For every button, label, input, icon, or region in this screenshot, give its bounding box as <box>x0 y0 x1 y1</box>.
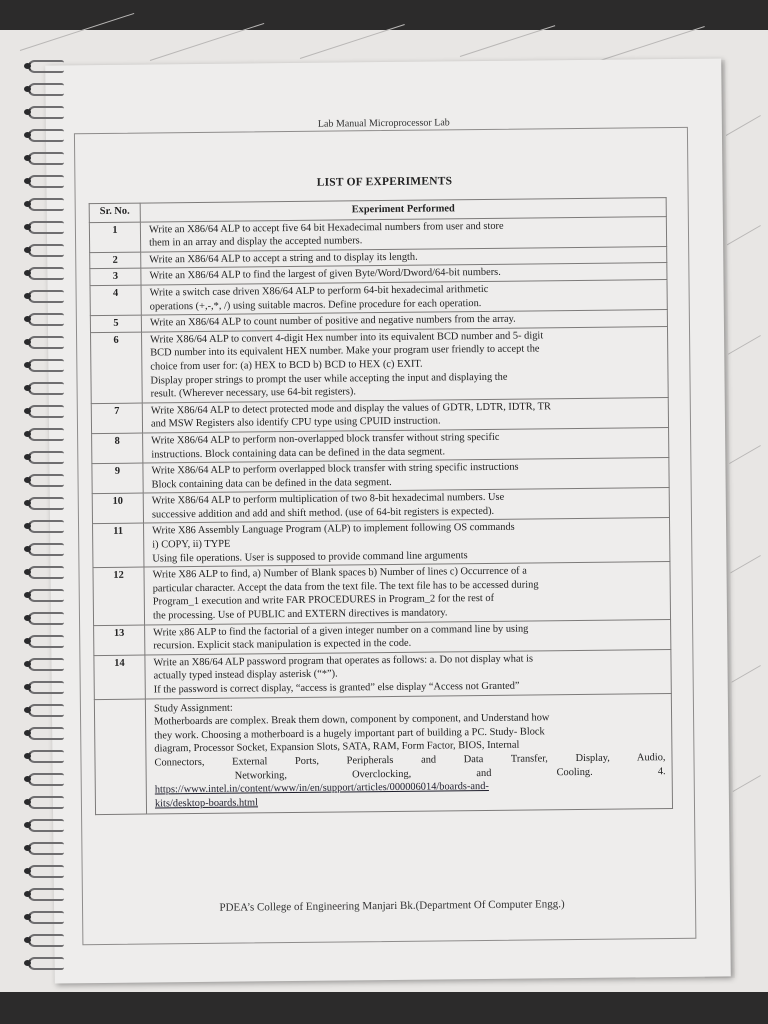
binding-ring <box>28 152 64 165</box>
binding-ring <box>28 336 64 349</box>
binding-ring <box>28 865 64 878</box>
row-number: 5 <box>90 315 141 332</box>
row-number: 1 <box>89 222 140 253</box>
description-line: Write X86 Assembly Language Program (ALP) to implement following OS commands <box>152 522 515 537</box>
binding-ring <box>28 428 64 441</box>
experiment-description <box>144 562 671 625</box>
binding-ring <box>28 60 64 73</box>
binding-ring <box>28 658 64 671</box>
study-line: Connectors, External Ports, Peripherals and Data Transfer, Display, Audio, <box>154 752 666 769</box>
binding-ring <box>28 957 64 970</box>
column-header-sr-no: Sr. No. <box>89 203 140 222</box>
row-number: 6 <box>91 332 143 403</box>
table-row <box>93 562 671 625</box>
description-line: instructions. Block containing data can be defined in the data segment. <box>151 445 446 460</box>
description-line: Write an X86/64 ALP password program that operates as follows: a. Do not display what is <box>153 653 534 669</box>
description-line: Write X86/64 ALP to perform non-overlapped block transfer without string specific <box>151 431 500 447</box>
binding-ring <box>28 405 64 418</box>
row-number: 10 <box>92 493 143 524</box>
spiral-binding <box>28 60 68 990</box>
experiment-description <box>144 518 670 567</box>
binding-ring <box>28 497 64 510</box>
study-assignment <box>145 693 672 814</box>
experiments-body <box>89 216 672 815</box>
description-line: particular character. Accept the data from the text file. The text file has to be accessed during <box>152 579 539 595</box>
binding-ring <box>28 612 64 625</box>
row-number: 8 <box>92 433 143 464</box>
binding-ring <box>28 244 64 257</box>
binding-ring <box>28 83 64 96</box>
row-number: 4 <box>90 285 141 316</box>
study-line: Motherboards are complex. Break them down, component by component, and Understand how <box>154 712 550 728</box>
description-line: Write x86 ALP to find the factorial of a given integer number on a command line by using <box>153 623 529 639</box>
binding-ring <box>28 704 64 717</box>
row-number: 2 <box>90 252 141 269</box>
binding-ring <box>28 221 64 234</box>
binding-ring <box>28 129 64 142</box>
column-header-experiment: Experiment Performed <box>140 198 666 222</box>
study-assignment-row <box>94 693 672 815</box>
binding-ring <box>28 382 64 395</box>
description-line: Write X86/64 ALP to perform multiplication of two 8-bit hexadecimal numbers. Use <box>151 492 505 507</box>
description-line: Write an X86/64 ALP to accept five 64 bit Hexadecimal numbers from user and store <box>148 220 504 236</box>
table-row <box>91 326 669 403</box>
binding-ring <box>28 888 64 901</box>
binding-ring <box>28 681 64 694</box>
description-line: Write X86/64 ALP to detect protected mode and display the values of GDTR, LDTR, IDTR, TR <box>150 401 551 417</box>
description-line: operations (+,-,*, /) using suitable macros. Define procedure for each operation. <box>149 297 482 313</box>
document-page <box>45 58 731 983</box>
binding-ring <box>28 267 64 280</box>
binding-ring <box>28 359 64 372</box>
description-line: Write X86 ALP to find, a) Number of Blank spaces b) Number of lines c) Occurrence of a <box>152 565 527 581</box>
study-heading: Study Assignment: <box>153 702 233 715</box>
binding-ring <box>28 290 64 303</box>
table-row <box>94 649 671 699</box>
page-header: Lab Manual Microprocessor Lab <box>317 117 450 130</box>
row-number: 3 <box>90 268 141 285</box>
binding-ring <box>28 520 64 533</box>
binding-ring <box>28 589 64 602</box>
description-line: actually typed instead display asterisk (“*”). <box>153 668 338 682</box>
study-line: Networking, Overclocking, and Cooling. 4. <box>234 765 666 782</box>
row-number: 12 <box>93 567 145 625</box>
binding-ring <box>28 635 64 648</box>
reference-link[interactable]: https://www.intel.in/content/www/in/en/support/articles/000006014/boards-and- <box>154 781 489 796</box>
binding-ring <box>28 106 64 119</box>
description-line: choice from user for: (a) HEX to BCD b) BCD to HEX (c) EXIT. <box>150 358 423 373</box>
description-line: BCD number into its equivalent HEX number. Make your program user friendly to accept the <box>150 343 540 359</box>
description-line: them in an array and display the accepted numbers. <box>149 235 363 249</box>
row-number: 13 <box>94 625 145 656</box>
page-title: LIST OF EXPERIMENTS <box>316 175 453 189</box>
description-line: If the password is correct display, “access is granted” else display “Access not Granted” <box>153 680 520 696</box>
description-line: Using file operations. User is supposed to provide command line arguments <box>152 549 468 565</box>
binding-ring <box>28 175 64 188</box>
binding-ring <box>28 819 64 832</box>
binding-ring <box>28 566 64 579</box>
binding-ring <box>28 543 64 556</box>
page-footer: PDEA’s College of Engineering Manjari Bk.(Department Of Computer Engg.) <box>219 898 565 914</box>
row-number: 14 <box>94 655 145 699</box>
binding-ring <box>28 773 64 786</box>
binding-ring <box>28 451 64 464</box>
row-number: 9 <box>92 463 143 494</box>
experiments-table <box>89 197 673 815</box>
binding-ring <box>28 934 64 947</box>
description-line: and MSW Registers also identify CPU type using CPUID instruction. <box>150 415 441 430</box>
binding-ring <box>28 796 64 809</box>
binding-ring <box>28 911 64 924</box>
binding-ring <box>28 474 64 487</box>
binding-ring <box>28 313 64 326</box>
description-line: recursion. Explicit stack manipulation is expected in the code. <box>153 637 412 652</box>
binding-ring <box>28 842 64 855</box>
binding-ring <box>28 727 64 740</box>
row-number-empty <box>94 699 146 815</box>
binding-ring <box>28 198 64 211</box>
description-line: result. (Wherever necessary, use 64-bit registers). <box>150 386 357 400</box>
description-line: Display proper strings to prompt the user while accepting the input and displaying the <box>150 371 508 387</box>
binding-ring <box>28 750 64 763</box>
description-line: Write an X86/64 ALP to accept a string and to display its length. <box>149 251 418 266</box>
experiment-description <box>142 326 669 402</box>
row-number: 7 <box>91 403 142 434</box>
study-line: they work. Choosing a motherboard is a hugely important part of building a PC. Study- Block <box>154 726 545 742</box>
table-row <box>93 518 670 568</box>
row-number: 11 <box>93 524 144 568</box>
description-line: the processing. Use of PUBLIC and EXTERN directives is mandatory. <box>152 607 448 622</box>
description-line: successive addition and add and shift method. (use of 64-bit registers is expected). <box>151 505 495 521</box>
description-line: Block containing data can be defined in the data segment. <box>151 476 392 491</box>
description-line: i) COPY, ii) TYPE <box>152 538 231 551</box>
reference-link[interactable]: kits/desktop-boards.html <box>154 797 259 810</box>
description-line: Program_1 execution and write FAR PROCEDURES in Program_2 for the rest of <box>152 593 495 608</box>
description-line: Write a switch case driven X86/64 ALP to perform 64-bit hexadecimal arithmetic <box>149 283 489 299</box>
description-line: Write an X86/64 ALP to find the largest of given Byte/Word/Dword/64-bit numbers. <box>149 267 501 282</box>
experiment-description <box>145 649 671 698</box>
study-line: diagram, Processor Socket, Expansion Slots, SATA, RAM, Form Factor, BIOS, Internal <box>154 740 520 755</box>
description-line: Write an X86/64 ALP to count number of positive and negative numbers from the array. <box>149 313 516 329</box>
description-line: Write X86/64 ALP to convert 4-digit Hex number into its equivalent BCD number and 5- digit <box>150 330 544 346</box>
description-line: Write X86/64 ALP to perform overlapped block transfer with string specific instructions <box>151 461 519 477</box>
